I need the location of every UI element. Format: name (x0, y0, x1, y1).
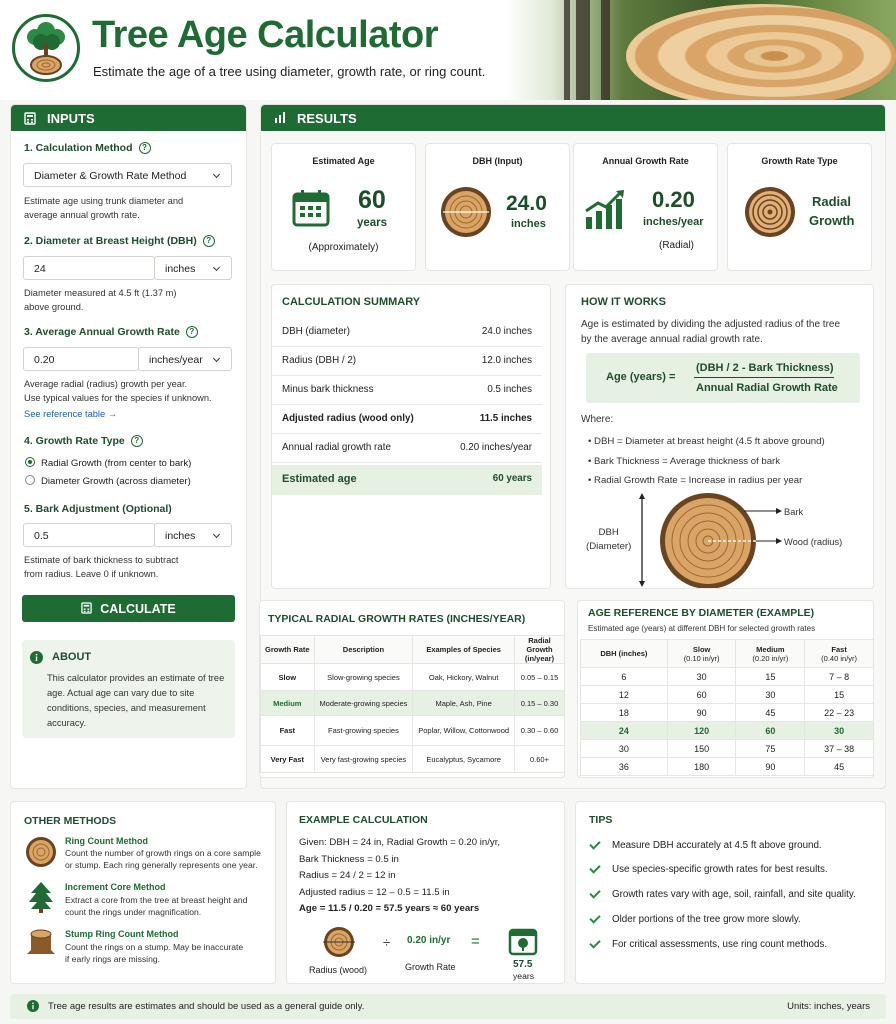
diameter-growth-radio[interactable]: Diameter Growth (across diameter) (25, 475, 191, 487)
estimated-age-row: Estimated age 60 years (272, 465, 542, 495)
card-title: Estimated Age (312, 156, 375, 166)
info-icon (27, 1000, 39, 1012)
type-unit: Growth (809, 213, 855, 228)
growth-table-title: TYPICAL RADIAL GROWTH RATES (INCHES/YEAR) (268, 613, 526, 625)
footer-bar (10, 994, 886, 1019)
rate-input[interactable]: 0.20 (23, 347, 139, 371)
formula-box: Age (years) = (DBH / 2 - Bark Thickness) Annual Radial Growth Rate (586, 353, 860, 403)
age-reference-table: DBH (inches) Slow (0.10 in/yr) Medium (0.20 in/yr) Fast (0.40 in/yr) 6 30 15 7 – 8 12 60 30 15 18 90 45 22 – 23 24 120 60 30 30 150 75 37 – 38 36 180 90 45 (580, 639, 874, 776)
bark-help: Estimate of bark thickness to subtract from radius. Leave 0 if unknown. (24, 555, 179, 579)
age-unit: years (357, 217, 388, 229)
table-row: Slow Slow-growing species Oak, Hickory, Walnut 0.05 – 0.15 (261, 664, 565, 691)
method-name: Stump Ring Count Method (65, 929, 179, 939)
example-calculation-panel (286, 801, 565, 984)
rate-label-example: Growth Rate (405, 962, 456, 972)
dbh-help: Diameter measured at 4.5 ft (1.37 m) above ground. (24, 288, 177, 312)
card-title: Annual Growth Rate (602, 156, 689, 166)
age-table-subtitle: Estimated age (years) at different DBH for selected growth rates (588, 624, 816, 633)
method-desc: Extract a core from the tree at breast height and count the rings under magnification. (65, 895, 248, 917)
calculator-icon (81, 602, 92, 614)
about-text: This calculator provides an estimate of tree age. Actual age can vary due to site conditions, species, and measurement accuracy. (47, 673, 225, 728)
wood-radius-icon (323, 926, 355, 958)
help-icon[interactable]: ? (131, 435, 143, 447)
tip-item: Older portions of the tree grow more slowly. (612, 914, 801, 925)
example-result: 57.5 (513, 959, 533, 970)
bark-input[interactable]: 0.5 (23, 523, 155, 547)
age-reference-panel (577, 600, 874, 778)
age-note: (Approximately) (308, 242, 379, 253)
ring-count-icon (25, 836, 57, 868)
concentric-rings-icon (744, 186, 796, 238)
calculate-button[interactable]: CALCULATE (22, 595, 235, 622)
rate-label: 3. Average Annual Growth Rate ? (24, 326, 198, 338)
footer-note: Tree age results are estimates and should be used as a general guide only. (48, 1001, 365, 1012)
dbh-label: 2. Diameter at Breast Height (DBH) ? (24, 235, 215, 247)
summary-row: Radius (DBH / 2) 12.0 inches (272, 347, 542, 376)
method-desc: Count the rings on a stump. May be inaccurate if early rings are missing. (65, 942, 244, 964)
example-title: EXAMPLE CALCULATION (299, 814, 428, 826)
dbh-diagram-label: DBH (Diameter) (586, 527, 632, 552)
table-row: Very Fast Very fast-growing species Eucalyptus, Sycamore 0.60+ (261, 746, 565, 773)
bar-chart-icon (274, 112, 286, 123)
method-name: Increment Core Method (65, 882, 166, 892)
how-title: HOW IT WORKS (581, 296, 666, 308)
dbh-card (425, 143, 570, 271)
rate-unit: inches/year (643, 216, 704, 228)
method-help: Estimate age using trunk diameter and average annual growth rate. (24, 196, 184, 220)
radial-growth-radio[interactable]: Radial Growth (from center to bark) (25, 457, 191, 469)
method-select[interactable]: Diameter & Growth Rate Method (23, 163, 232, 187)
summary-row: DBH (diameter) 24.0 inches (272, 318, 542, 347)
divide-sign: ÷ (383, 935, 391, 950)
method-desc: Count the number of growth rings on a core sample or stump. Each ring generally represents one year. (65, 848, 261, 870)
growth-rates-table: Growth Rate Description Examples of Species Radial Growth (in/year) Slow Slow-growing species Oak, Hickory, Walnut 0.05 – 0.15 Medium Moderate-growing species Maple, Ash, Pine 0.15 – 0.30 Fast Fast-growing species Poplar, Willow, Cottonwood 0.30 – 0.60 Very Fast Very fast-growing species Eucalyptus, Sycamore 0.60+ (260, 635, 565, 773)
summary-row: Adjusted radius (wood only) 11.5 inches (272, 405, 542, 434)
tree-rings-icon (440, 186, 492, 238)
stump-icon (25, 926, 57, 956)
table-row: 36 180 90 45 (581, 758, 874, 776)
table-row: 12 60 30 15 (581, 686, 874, 704)
growth-chart-icon (584, 189, 626, 229)
help-icon[interactable]: ? (203, 235, 215, 247)
tree-logo-icon (12, 14, 80, 82)
summary-row: Annual radial growth rate 0.20 inches/year (272, 434, 542, 463)
table-row: 30 150 75 37 – 38 (581, 740, 874, 758)
tip-item: For critical assessments, use ring count methods. (612, 939, 828, 950)
bark-label: 5. Bark Adjustment (Optional) (24, 503, 172, 515)
tip-item: Use species-specific growth rates for best results. (612, 864, 828, 875)
rate-help: Average radial (radius) growth per year. Use typical values for the species if unknown. (24, 379, 212, 403)
wood-label-diagram: Wood (radius) (784, 537, 843, 547)
app-header (0, 0, 896, 100)
page-subtitle: Estimate the age of a tree using diameter, growth rate, or ring count. (93, 64, 486, 79)
results-heading: RESULTS (261, 105, 885, 131)
bark-unit-select[interactable]: inches (154, 523, 232, 547)
table-row: Medium Moderate-growing species Maple, Ash, Pine 0.15 – 0.30 (261, 691, 565, 716)
tree-icon (27, 881, 55, 913)
calculation-summary (271, 284, 551, 589)
table-row: Fast Fast-growing species Poplar, Willow, Cottonwood 0.30 – 0.60 (261, 716, 565, 746)
age-table-title: AGE REFERENCE BY DIAMETER (EXAMPLE) (588, 607, 815, 619)
where-label: Where: (581, 414, 614, 425)
reference-table-link[interactable]: See reference table → (24, 409, 118, 419)
about-box (22, 640, 235, 738)
other-methods-title: OTHER METHODS (24, 815, 117, 827)
calendar-tree-icon (508, 926, 538, 956)
growth-rate-card (573, 143, 718, 271)
table-row: 18 90 45 22 – 23 (581, 704, 874, 722)
example-result-unit: years (513, 971, 535, 981)
dbh-unit: inches (511, 218, 546, 230)
calculator-icon (24, 112, 36, 125)
type-label: 4. Growth Rate Type ? (24, 435, 143, 447)
help-icon[interactable]: ? (139, 142, 151, 154)
method-name: Ring Count Method (65, 836, 148, 846)
about-title: ABOUT (52, 651, 92, 663)
example-lines: Given: DBH = 24 in, Radial Growth = 0.20 in/yr, Bark Thickness = 0.5 in Radius = 24 / 2 = 12 in Adjusted radius = 12 – 0.5 = 11.5 in Age = 11.5 / 0.20 = 57.5 years ≈ 60 years (299, 837, 501, 914)
bark-label-diagram: Bark (784, 507, 804, 517)
rate-note: (Radial) (659, 240, 695, 251)
how-it-works (565, 284, 874, 589)
equals-sign: = (471, 933, 480, 950)
page-title: Tree Age Calculator (92, 14, 438, 56)
type-value: Radial (812, 194, 852, 209)
growth-rates-table-panel (259, 600, 565, 778)
calendar-icon (292, 189, 330, 227)
radius-label: Radius (wood) (309, 965, 368, 975)
inputs-heading: INPUTS (11, 105, 246, 131)
rate-value: 0.20 (652, 187, 695, 212)
highlighted-row: 24 120 60 30 (581, 722, 874, 740)
help-icon[interactable]: ? (186, 326, 198, 338)
age-value: 60 (358, 186, 386, 214)
dbh-unit-select[interactable]: inches (154, 256, 232, 280)
footer-units: Units: inches, years (787, 1001, 870, 1012)
other-methods-panel (10, 801, 276, 984)
example-rate: 0.20 in/yr (407, 935, 451, 946)
tip-item: Measure DBH accurately at 4.5 ft above ground. (612, 840, 822, 851)
tips-panel (575, 801, 886, 984)
card-title: Growth Rate Type (761, 156, 838, 166)
growth-type-card (727, 143, 872, 271)
how-text: Age is estimated by dividing the adjusted radius of the tree by the average annual radial growth rate. (581, 319, 841, 345)
summary-row: Minus bark thickness 0.5 inches (272, 376, 542, 405)
hero-stump-image (506, 0, 896, 100)
summary-title: CALCULATION SUMMARY (282, 296, 421, 308)
rate-unit-select[interactable]: inches/year (138, 347, 232, 371)
how-bullets: • DBH = Diameter at breast height (4.5 ft above ground) • Bark Thickness = Average thickness of bark • Radial Growth Rate = Increase in radius per year (588, 436, 825, 486)
tip-item: Growth rates vary with age, soil, rainfall, and site quality. (612, 889, 856, 900)
estimated-age-card (271, 143, 416, 271)
method-label: 1. Calculation Method ? (24, 142, 151, 154)
info-icon (30, 651, 43, 664)
dbh-input[interactable]: 24 (23, 256, 155, 280)
table-row: 6 30 15 7 – 8 (581, 668, 874, 686)
tips-title: TIPS (589, 814, 613, 826)
dbh-value: 24.0 (506, 192, 547, 215)
card-title: DBH (Input) (472, 156, 523, 166)
